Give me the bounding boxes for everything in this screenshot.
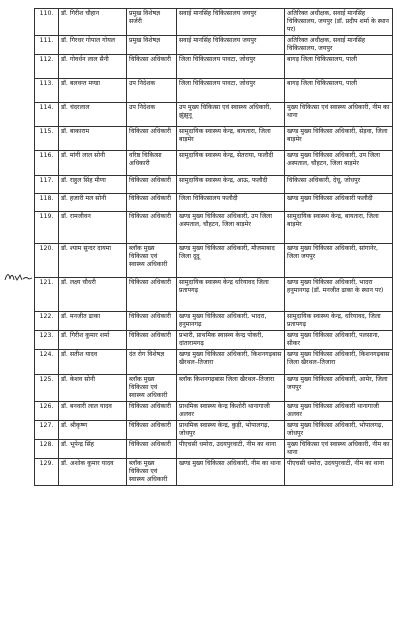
handwritten-signature (4, 270, 34, 284)
current-posting-cell: सामुदायिक स्वास्थ्य केन्द्र, आऊ, फलौदी (177, 176, 285, 194)
officer-name-cell: डॉ. श्याम सुन्दर दायमा (59, 244, 127, 278)
officer-name-cell: डॉ. लक्ष्य चौधरी (59, 278, 127, 312)
serial-number-cell: 127. (35, 421, 59, 440)
table-row (35, 244, 393, 278)
serial-number-cell: 126. (35, 402, 59, 421)
serial-number-cell: 121. (35, 278, 59, 312)
designation-cell: चिकित्सा अधिकारी (127, 402, 177, 421)
current-posting-cell: सामुदायिक स्वास्थ्य केन्द्र धरियावद जिला प्रतापगढ़ (177, 278, 285, 312)
table-row (35, 103, 393, 127)
designation-cell: ब्लॉक मुख्य चिकित्सा एवं स्वास्थ्य अधिकारी (127, 375, 177, 402)
designation-cell: चिकित्सा अधिकारी (127, 421, 177, 440)
table-row (35, 151, 393, 176)
designation-cell: उप निदेशक (127, 79, 177, 103)
designation-cell: उप निदेशक (127, 103, 177, 127)
new-posting-cell: सामुदायिक स्वास्थ्य केन्द्र, धरियावद, जिला प्रतापगढ़ (285, 312, 393, 331)
table-row (35, 55, 393, 79)
serial-number-cell: 114. (35, 103, 59, 127)
current-posting-cell: पीएचसी धमोरा, उदयपुरवाटी, नीम का थाना (177, 440, 285, 459)
new-posting-cell: खण्ड मुख्य चिकित्सा अधिकारी, आमेर, जिला जयपुर (285, 375, 393, 402)
new-posting-cell: खण्ड मुख्य चिकित्सा अधिकारी, सेड़वा, जिला बाड़मेर (285, 127, 393, 151)
serial-number-cell: 117. (35, 176, 59, 194)
designation-cell: प्रमुख विशेषज्ञ (127, 36, 177, 55)
serial-number-cell: 110. (35, 9, 59, 36)
table-row (35, 278, 393, 312)
current-posting-cell: प्रभारी, प्राथमिक स्वास्थ्य केन्द्र पोकरी, दांतारामगढ़ (177, 331, 285, 350)
serial-number-cell: 118. (35, 194, 59, 212)
serial-number-cell: 129. (35, 459, 59, 486)
designation-cell: चिकित्सा अधिकारी (127, 331, 177, 350)
officer-name-cell: डॉ. चंदरलाल (59, 103, 127, 127)
serial-number-cell: 119. (35, 212, 59, 244)
officer-name-cell: डॉ. बाकाराम (59, 127, 127, 151)
officer-name-cell: डॉ. गिरधर गोपाल गोयल (59, 36, 127, 55)
serial-number-cell: 120. (35, 244, 59, 278)
designation-cell: चिकित्सा अधिकारी (127, 55, 177, 79)
current-posting-cell: खण्ड मुख्य चिकित्सा अधिकारी, किशनगढ़बास खैरथल–तिजारा (177, 350, 285, 375)
officer-name-cell: डॉ. बनवारी लाल यादव (59, 402, 127, 421)
officer-name-cell: डॉ. सतीश यादव (59, 350, 127, 375)
officer-name-cell: डॉ. हजारी मल सोनी (59, 194, 127, 212)
current-posting-cell: जिला चिकित्सालय पावटा, जोधपुर (177, 79, 285, 103)
current-posting-cell: जिला चिकित्सालय पावटा, जोधपुर (177, 55, 285, 79)
new-posting-cell: बागड़ जिला चिकित्सालय, पाली (285, 79, 393, 103)
designation-cell: ब्लॉक मुख्य चिकित्सा एवं स्वास्थ्य अधिकारी (127, 244, 177, 278)
serial-number-cell: 122. (35, 312, 59, 331)
officer-name-cell: डॉ. मांगी लाल सोनी (59, 151, 127, 176)
new-posting-cell: पीएचसी धमोरा, उदयपुरवाटी, नीम का थाना (285, 459, 393, 486)
table-row (35, 459, 393, 486)
officer-name-cell: डॉ. केशव सोनी (59, 375, 127, 402)
new-posting-cell: खण्ड मुख्य चिकित्सा अधिकारी थानागाजी अलवर (285, 402, 393, 421)
current-posting-cell: सवाई मानसिंह चिकित्सालय जयपुर (177, 9, 285, 36)
officer-name-cell: डॉ. बलवन्त मण्डा (59, 79, 127, 103)
table-row (35, 402, 393, 421)
new-posting-cell: बागड़ जिला चिकित्सालय, पाली (285, 55, 393, 79)
officer-name-cell: डॉ. श्रीकृष्ण (59, 421, 127, 440)
new-posting-cell: खण्ड मुख्य चिकित्सा अधिकारी, पलसाना, सीकर (285, 331, 393, 350)
serial-number-cell: 112. (35, 55, 59, 79)
new-posting-cell: मुख्य चिकित्सा एवं स्वास्थ्य अधिकारी, नीम का थाना (285, 103, 393, 127)
current-posting-cell: खण्ड मुख्य चिकित्सा अधिकारी, भादरा, हनुमानगढ़ (177, 312, 285, 331)
designation-cell: चिकित्सा अधिकारी (127, 312, 177, 331)
new-posting-cell: खण्ड मुख्य चिकित्सा अधिकारी, सांगानेर, जिला जयपुर (285, 244, 393, 278)
new-posting-cell: मुख्य चिकित्सा एवं स्वास्थ्य अधिकारी, नीम का थाना (285, 440, 393, 459)
designation-cell: चिकित्सा अधिकारी (127, 212, 177, 244)
current-posting-cell: खण्ड मुख्य चिकित्सा अधिकारी, उप जिला अस्पताल, चौहटन, जिला बाड़मेर (177, 212, 285, 244)
transfer-table (34, 8, 393, 486)
designation-cell: चिकित्सा अधिकारी (127, 278, 177, 312)
table-row (35, 36, 393, 55)
current-posting-cell: सवाई मानसिंह चिकित्सालय जयपुर (177, 36, 285, 55)
current-posting-cell: खण्ड मुख्य चिकित्सा अधिकारी, मौजमाबाद जिला दूदू (177, 244, 285, 278)
officer-name-cell: डॉ. अशोक कुमार यादव (59, 459, 127, 486)
officer-name-cell: डॉ. भूपेन्द्र सिंह (59, 440, 127, 459)
officer-name-cell: डॉ. गिरीश चौहान (59, 9, 127, 36)
designation-cell: दंत रोग विशेषज्ञ (127, 350, 177, 375)
serial-number-cell: 115. (35, 127, 59, 151)
designation-cell: चिकित्सा अधिकारी (127, 440, 177, 459)
serial-number-cell: 111. (35, 36, 59, 55)
new-posting-cell: खण्ड मुख्य चिकित्सा अधिकारी, उप जिला अस्पताल, चौहटन, जिला बाड़मेर (285, 151, 393, 176)
designation-cell: चिकित्सा अधिकारी (127, 127, 177, 151)
serial-number-cell: 124. (35, 350, 59, 375)
table-row (35, 127, 393, 151)
serial-number-cell: 128. (35, 440, 59, 459)
officer-name-cell: डॉ. राहुल सिंह मीणा (59, 176, 127, 194)
new-posting-cell: अतिरिक्त अधीक्षक, सवाई मानसिंह चिकित्सालय, जयपुर (डॉ. प्रदीप शर्मा के स्थान पर) (285, 9, 393, 36)
table-row (35, 176, 393, 194)
table-row (35, 312, 393, 331)
table-row (35, 421, 393, 440)
current-posting-cell: जिला चिकित्सालय फलौदी (177, 194, 285, 212)
designation-cell: ब्लॉक मुख्य चिकित्सा एवं स्वास्थ्य अधिकारी (127, 459, 177, 486)
document-sheet (34, 8, 392, 486)
officer-name-cell: डॉ. रामजीवन (59, 212, 127, 244)
new-posting-cell: खण्ड मुख्य चिकित्सा अधिकारी, भादरा हनुमानगढ़ (डॉ. मनजीत ढाका के स्थान पर) (285, 278, 393, 312)
designation-cell: प्रमुख विशेषज्ञ सर्जरी (127, 9, 177, 36)
officer-name-cell: डॉ. मनजीत ढाका (59, 312, 127, 331)
current-posting-cell: खण्ड मुख्य चिकित्सा अधिकारी, नीम का थाना (177, 459, 285, 486)
serial-number-cell: 113. (35, 79, 59, 103)
designation-cell: चिकित्सा अधिकारी (127, 194, 177, 212)
table-row (35, 350, 393, 375)
officer-name-cell: डॉ. गिरीश कुमार शर्मा (59, 331, 127, 350)
table-row (35, 331, 393, 350)
table-row (35, 375, 393, 402)
current-posting-cell: प्राथमिक स्वास्थ्य केन्द्र किशोरी थानागाजी अलवर (177, 402, 285, 421)
new-posting-cell: खण्ड मुख्य चिकित्सा अधिकारी, किशनगढ़बास जिला खैरथल–तिजारा (285, 350, 393, 375)
designation-cell: वरिष्ठ चिकित्सा अधिकारी (127, 151, 177, 176)
table-row (35, 440, 393, 459)
table-row (35, 194, 393, 212)
new-posting-cell: अतिरिक्त अधीक्षक, सवाई मानसिंह चिकित्सालय, जयपुर (285, 36, 393, 55)
current-posting-cell: उप मुख्य चिकित्सा एवं स्वास्थ्य अधिकारी, झुंझुनू (177, 103, 285, 127)
new-posting-cell: खण्ड मुख्य चिकित्सा अधिकारी, भोपालगढ़, जोधपुर (285, 421, 393, 440)
table-row (35, 212, 393, 244)
new-posting-cell: चिकित्सा अधिकारी, देचू, जोधपुर (285, 176, 393, 194)
new-posting-cell: खण्ड मुख्य चिकित्सा अधिकारी फलौदी (285, 194, 393, 212)
current-posting-cell: सामुदायिक स्वास्थ्य केन्द्र, बायतारा, जिला बाड़मेर (177, 127, 285, 151)
serial-number-cell: 125. (35, 375, 59, 402)
serial-number-cell: 116. (35, 151, 59, 176)
current-posting-cell: सामुदायिक स्वास्थ्य केन्द्र, सेतराया, फलौदी (177, 151, 285, 176)
officer-name-cell: डॉ. गोवर्धन लाल सैनी (59, 55, 127, 79)
serial-number-cell: 123. (35, 331, 59, 350)
new-posting-cell: सामुदायिक स्वास्थ्य केन्द्र, बायतारा, जिला बाड़मेर (285, 212, 393, 244)
table-row (35, 79, 393, 103)
current-posting-cell: प्राथमिक स्वास्थ्य केन्द्र, कुड़ी, भोपालगढ़, जोधपुर (177, 421, 285, 440)
table-body (35, 9, 393, 486)
current-posting-cell: ब्लॉक किशनगढ़बास जिला खैरथल–तिजारा (177, 375, 285, 402)
table-row (35, 9, 393, 36)
designation-cell: चिकित्सा अधिकारी (127, 176, 177, 194)
